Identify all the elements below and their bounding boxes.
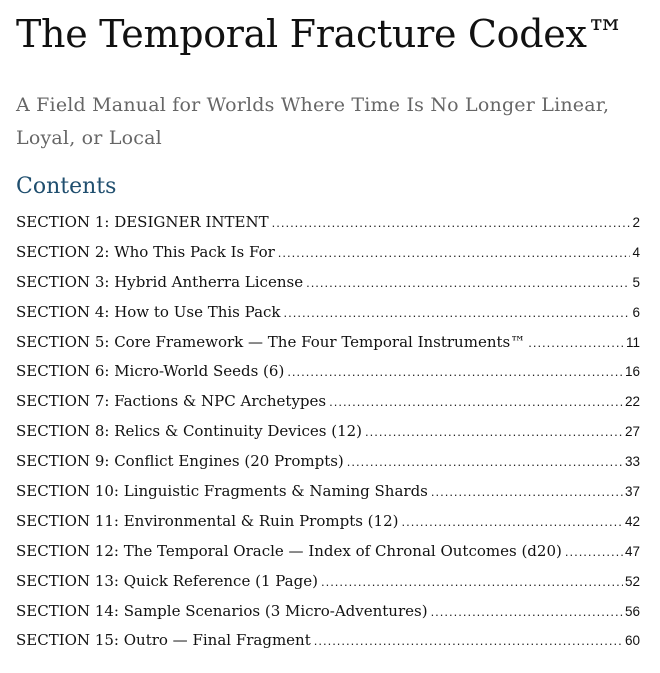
toc-entry-page-number: 5 (632, 274, 640, 290)
toc-entry[interactable] (16, 298, 640, 328)
toc-entry-page-number: 56 (624, 603, 640, 619)
toc-dot-leader (565, 537, 623, 567)
toc-entry-page-number: 42 (624, 513, 640, 529)
toc-entry[interactable] (16, 387, 640, 417)
toc-entry-page-number: 33 (624, 454, 640, 470)
toc-entry-page-number: 2 (632, 215, 640, 230)
toc-entry-title: SECTION 4: How to Use This Pack (16, 302, 281, 321)
toc-dot-leader (329, 387, 623, 417)
toc-entry[interactable] (16, 447, 640, 477)
toc-entry-page-number: 6 (632, 304, 640, 320)
toc-entry[interactable] (16, 507, 640, 537)
toc-entry-page-number: 37 (624, 484, 640, 500)
toc-entry-page-number: 11 (625, 334, 640, 350)
document-title: The Temporal Fracture Codex™ (16, 12, 625, 56)
toc-entry-page-number: 27 (624, 424, 640, 440)
toc-entry[interactable] (16, 626, 640, 656)
toc-dot-leader (287, 357, 623, 387)
toc-dot-leader (272, 208, 631, 238)
toc-entry-page-number: 16 (624, 364, 640, 380)
toc-dot-leader (314, 626, 623, 656)
toc-entry-title: SECTION 12: The Temporal Oracle — Index of Chronal Outcomes (d20) (16, 541, 562, 560)
toc-entry-page-number: 4 (632, 244, 640, 260)
toc-dot-leader (365, 417, 623, 447)
toc-entry-title: SECTION 10: Linguistic Fragments & Naming Shards (16, 482, 428, 501)
toc-entry-title: SECTION 15: Outro — Final Fragment (16, 631, 311, 650)
toc-entry[interactable] (16, 417, 640, 447)
toc-dot-leader (278, 238, 631, 268)
toc-entry-title: SECTION 13: Quick Reference (1 Page) (16, 571, 318, 590)
toc-entry[interactable] (16, 238, 640, 268)
document-subtitle: A Field Manual for Worlds Where Time Is No Longer Linear, Loyal, or Local (16, 94, 610, 149)
toc-dot-leader (431, 597, 623, 627)
toc-entry[interactable] (16, 208, 640, 238)
toc-dot-leader (401, 507, 622, 537)
toc-entry[interactable] (16, 567, 640, 597)
toc-entry-title: SECTION 14: Sample Scenarios (3 Micro-Adventures) (16, 601, 428, 620)
toc-entry-title: SECTION 8: Relics & Continuity Devices (12) (16, 422, 363, 441)
toc-entry-title: SECTION 7: Factions & NPC Archetypes (16, 392, 327, 411)
toc-entry-page-number: 47 (624, 543, 640, 559)
toc-entry[interactable] (16, 537, 640, 567)
toc-entry-page-number: 52 (624, 573, 640, 589)
table-of-contents (16, 208, 640, 656)
toc-entry-title: SECTION 3: Hybrid Antherra License (16, 272, 304, 291)
toc-entry[interactable] (16, 268, 640, 298)
toc-entry-title: SECTION 11: Environmental & Ruin Prompts (12) (16, 511, 399, 530)
toc-dot-leader (431, 477, 623, 507)
toc-entry[interactable] (16, 477, 640, 507)
toc-entry-page-number: 22 (624, 394, 640, 410)
toc-dot-leader (321, 567, 623, 597)
toc-dot-leader (347, 447, 623, 477)
toc-entry[interactable] (16, 328, 640, 358)
toc-entry-title: SECTION 5: Core Framework — The Four Temporal Instruments™ (16, 332, 526, 351)
toc-entry-title: SECTION 1: DESIGNER INTENT (16, 213, 269, 231)
toc-entry-page-number: 60 (624, 633, 640, 649)
toc-entry-title: SECTION 9: Conflict Engines (20 Prompts) (16, 452, 344, 471)
toc-dot-leader (306, 268, 630, 298)
toc-entry-title: SECTION 2: Who This Pack Is For (16, 242, 275, 261)
toc-dot-leader (284, 298, 631, 328)
toc-entry-title: SECTION 6: Micro-World Seeds (6) (16, 362, 285, 381)
toc-entry[interactable] (16, 357, 640, 387)
toc-dot-leader (528, 328, 624, 358)
toc-entry[interactable] (16, 597, 640, 627)
contents-heading: Contents (16, 174, 117, 199)
